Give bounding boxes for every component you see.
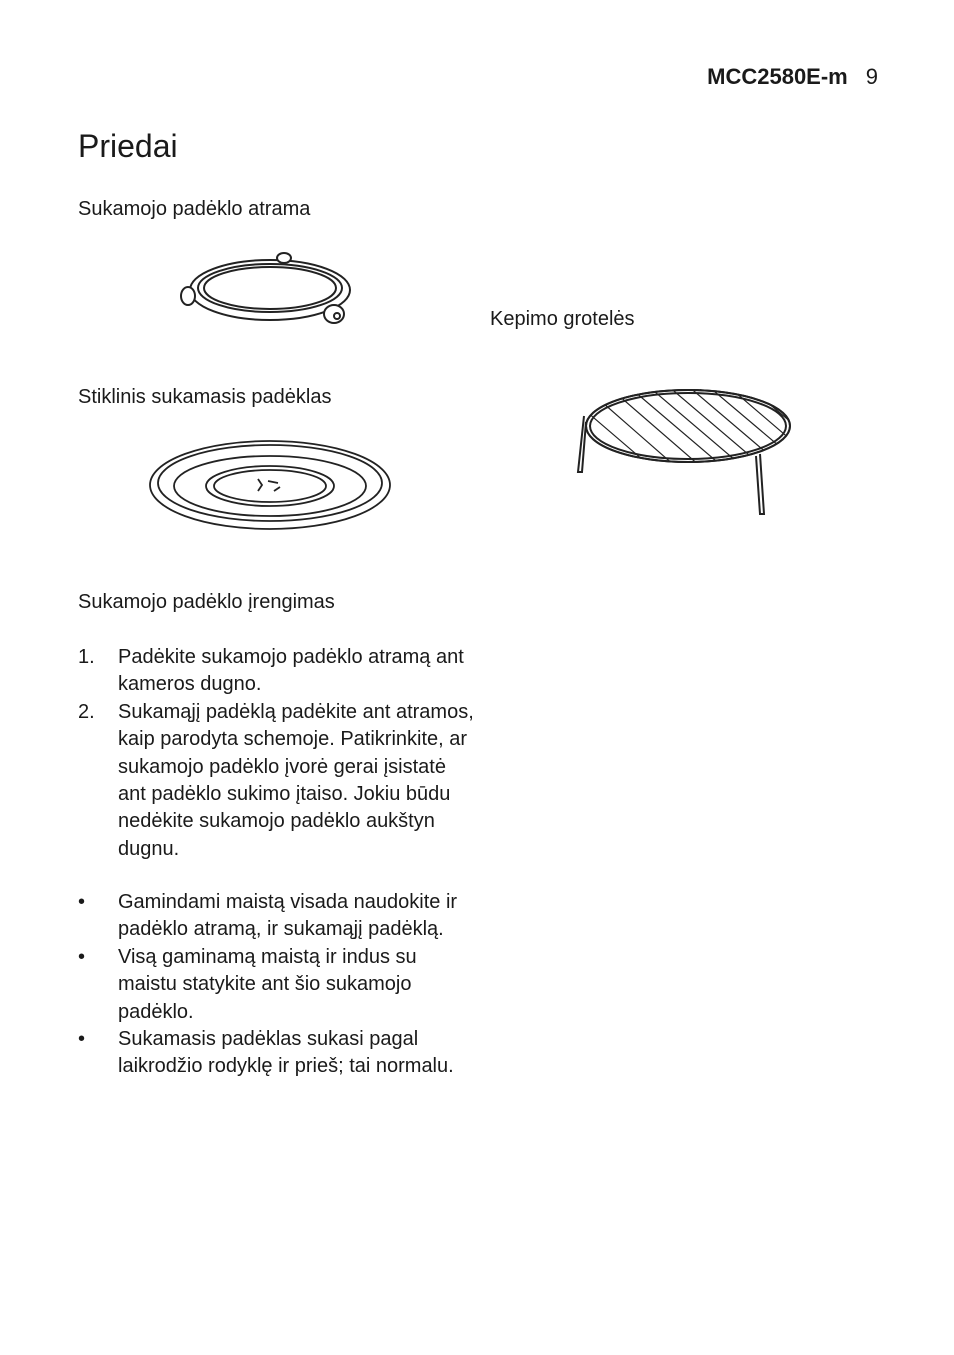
caption-installation: Sukamojo padėklo įrengimas [78, 591, 335, 613]
bullet: • [78, 945, 86, 968]
caption-glass-tray: Stiklinis sukamasis padėklas [78, 386, 332, 408]
grill-rack-illustration [570, 386, 798, 518]
caption-grill-rack: Kepimo grotelės [490, 308, 635, 330]
list-item [78, 944, 478, 1026]
list-item [78, 889, 478, 944]
step-text: Padėkite sukamojo padėklo atramą ant kameros dugno. [118, 646, 464, 696]
bullet: • [78, 891, 86, 913]
glass-tray-illustration [146, 436, 394, 534]
page-header [707, 64, 878, 90]
model-number: MCC2580E-m [707, 64, 848, 89]
installation-steps [78, 644, 478, 863]
step-number: 1. [78, 646, 95, 668]
list-item [78, 1026, 478, 1081]
caption-roller-ring: Sukamojo padėklo atrama [78, 198, 311, 220]
roller-ring-illustration [178, 248, 362, 330]
page-title: Priedai [78, 128, 178, 164]
note-text: Sukamasis padėklas sukasi pagal laikrodžio rodyklę ir prieš; tai normalu. [118, 1028, 454, 1078]
note-text: Gamindami maistą visada naudokite ir padėklo atramą, ir sukamąjį padėklą. [118, 891, 458, 941]
step-number: 2. [78, 700, 95, 723]
list-item [78, 644, 478, 699]
usage-notes [78, 889, 478, 1081]
bullet: • [78, 1028, 86, 1051]
page-number: 9 [865, 64, 878, 89]
list-item [78, 699, 478, 863]
note-text: Visą gaminamą maistą ir indus su maistu statykite ant šio sukamojo padėklo. [118, 945, 417, 1023]
step-text: Sukamąjį padėklą padėkite ant atramos, kaip parodyta schemoje. Patikrinkite, ar sukamojo padėklo įvorė gerai įsistatė ant padėklo sukimo įtaiso. Jokiu būdu nedėkite sukamojo padėklo aukštyn dugnu. [118, 700, 474, 860]
